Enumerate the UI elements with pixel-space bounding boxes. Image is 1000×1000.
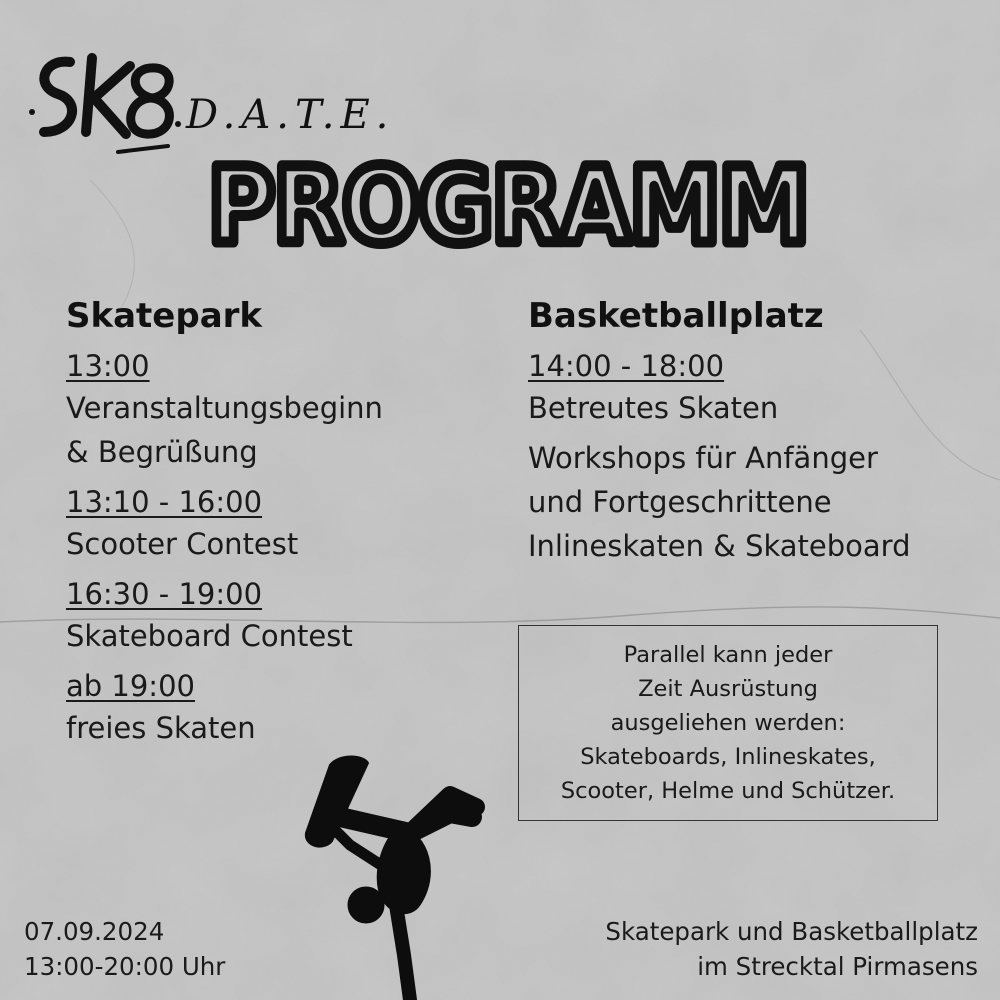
schedule-desc: Veranstaltungsbeginn (66, 391, 383, 425)
basketballplatz-column (528, 292, 968, 574)
schedule-time: ab 19:00 (66, 669, 195, 703)
event-date-block (24, 914, 225, 984)
skatepark-heading: Skatepark (66, 296, 263, 336)
schedule-item (66, 482, 486, 566)
event-date: 07.09.2024 (24, 917, 165, 946)
workshop-desc: und Fortgeschrittene (528, 485, 832, 519)
info-line: Skateboards, Inlineskates, (580, 744, 876, 770)
page-title (200, 145, 820, 267)
info-line: Zeit Ausrüstung (638, 676, 818, 702)
sk8-graffiti-icon (29, 58, 181, 152)
schedule-time: 13:10 - 16:00 (66, 485, 263, 519)
page-title-text: PROGRAMM (208, 145, 808, 267)
equipment-info-box (518, 625, 938, 821)
basketballplatz-heading: Basketballplatz (528, 296, 824, 336)
schedule-desc: Scooter Contest (66, 527, 299, 561)
skatepark-column (66, 292, 486, 758)
info-line: ausgeliehen werden: (610, 710, 846, 736)
workshop-desc: Workshops für Anfänger (528, 441, 878, 475)
schedule-desc: & Begrüßung (66, 435, 258, 469)
schedule-item (66, 346, 486, 474)
schedule-time: 16:30 - 19:00 (66, 577, 263, 611)
skater-silhouette-icon (300, 755, 490, 1000)
schedule-time: 13:00 (66, 349, 150, 383)
event-location-block (605, 914, 978, 984)
equipment-info-text (561, 638, 895, 808)
schedule-time: 14:00 - 18:00 (528, 349, 725, 383)
logo-suffix: D.A.T.E. (186, 92, 395, 138)
event-location: Skatepark und Basketballplatz (605, 917, 978, 946)
info-line: Parallel kann jeder (623, 642, 833, 668)
event-hours: 13:00-20:00 Uhr (24, 952, 226, 981)
event-location: im Strecktal Pirmasens (697, 952, 978, 981)
schedule-desc: Skateboard Contest (66, 619, 353, 653)
schedule-desc: freies Skaten (66, 711, 256, 745)
schedule-item (66, 666, 486, 750)
workshop-desc: Inlineskaten & Skateboard (528, 529, 911, 563)
sk8-date-logo (18, 28, 395, 158)
schedule-desc: Betreutes Skaten (528, 391, 779, 425)
schedule-item (66, 574, 486, 658)
info-line: Scooter, Helme und Schützer. (560, 778, 896, 804)
